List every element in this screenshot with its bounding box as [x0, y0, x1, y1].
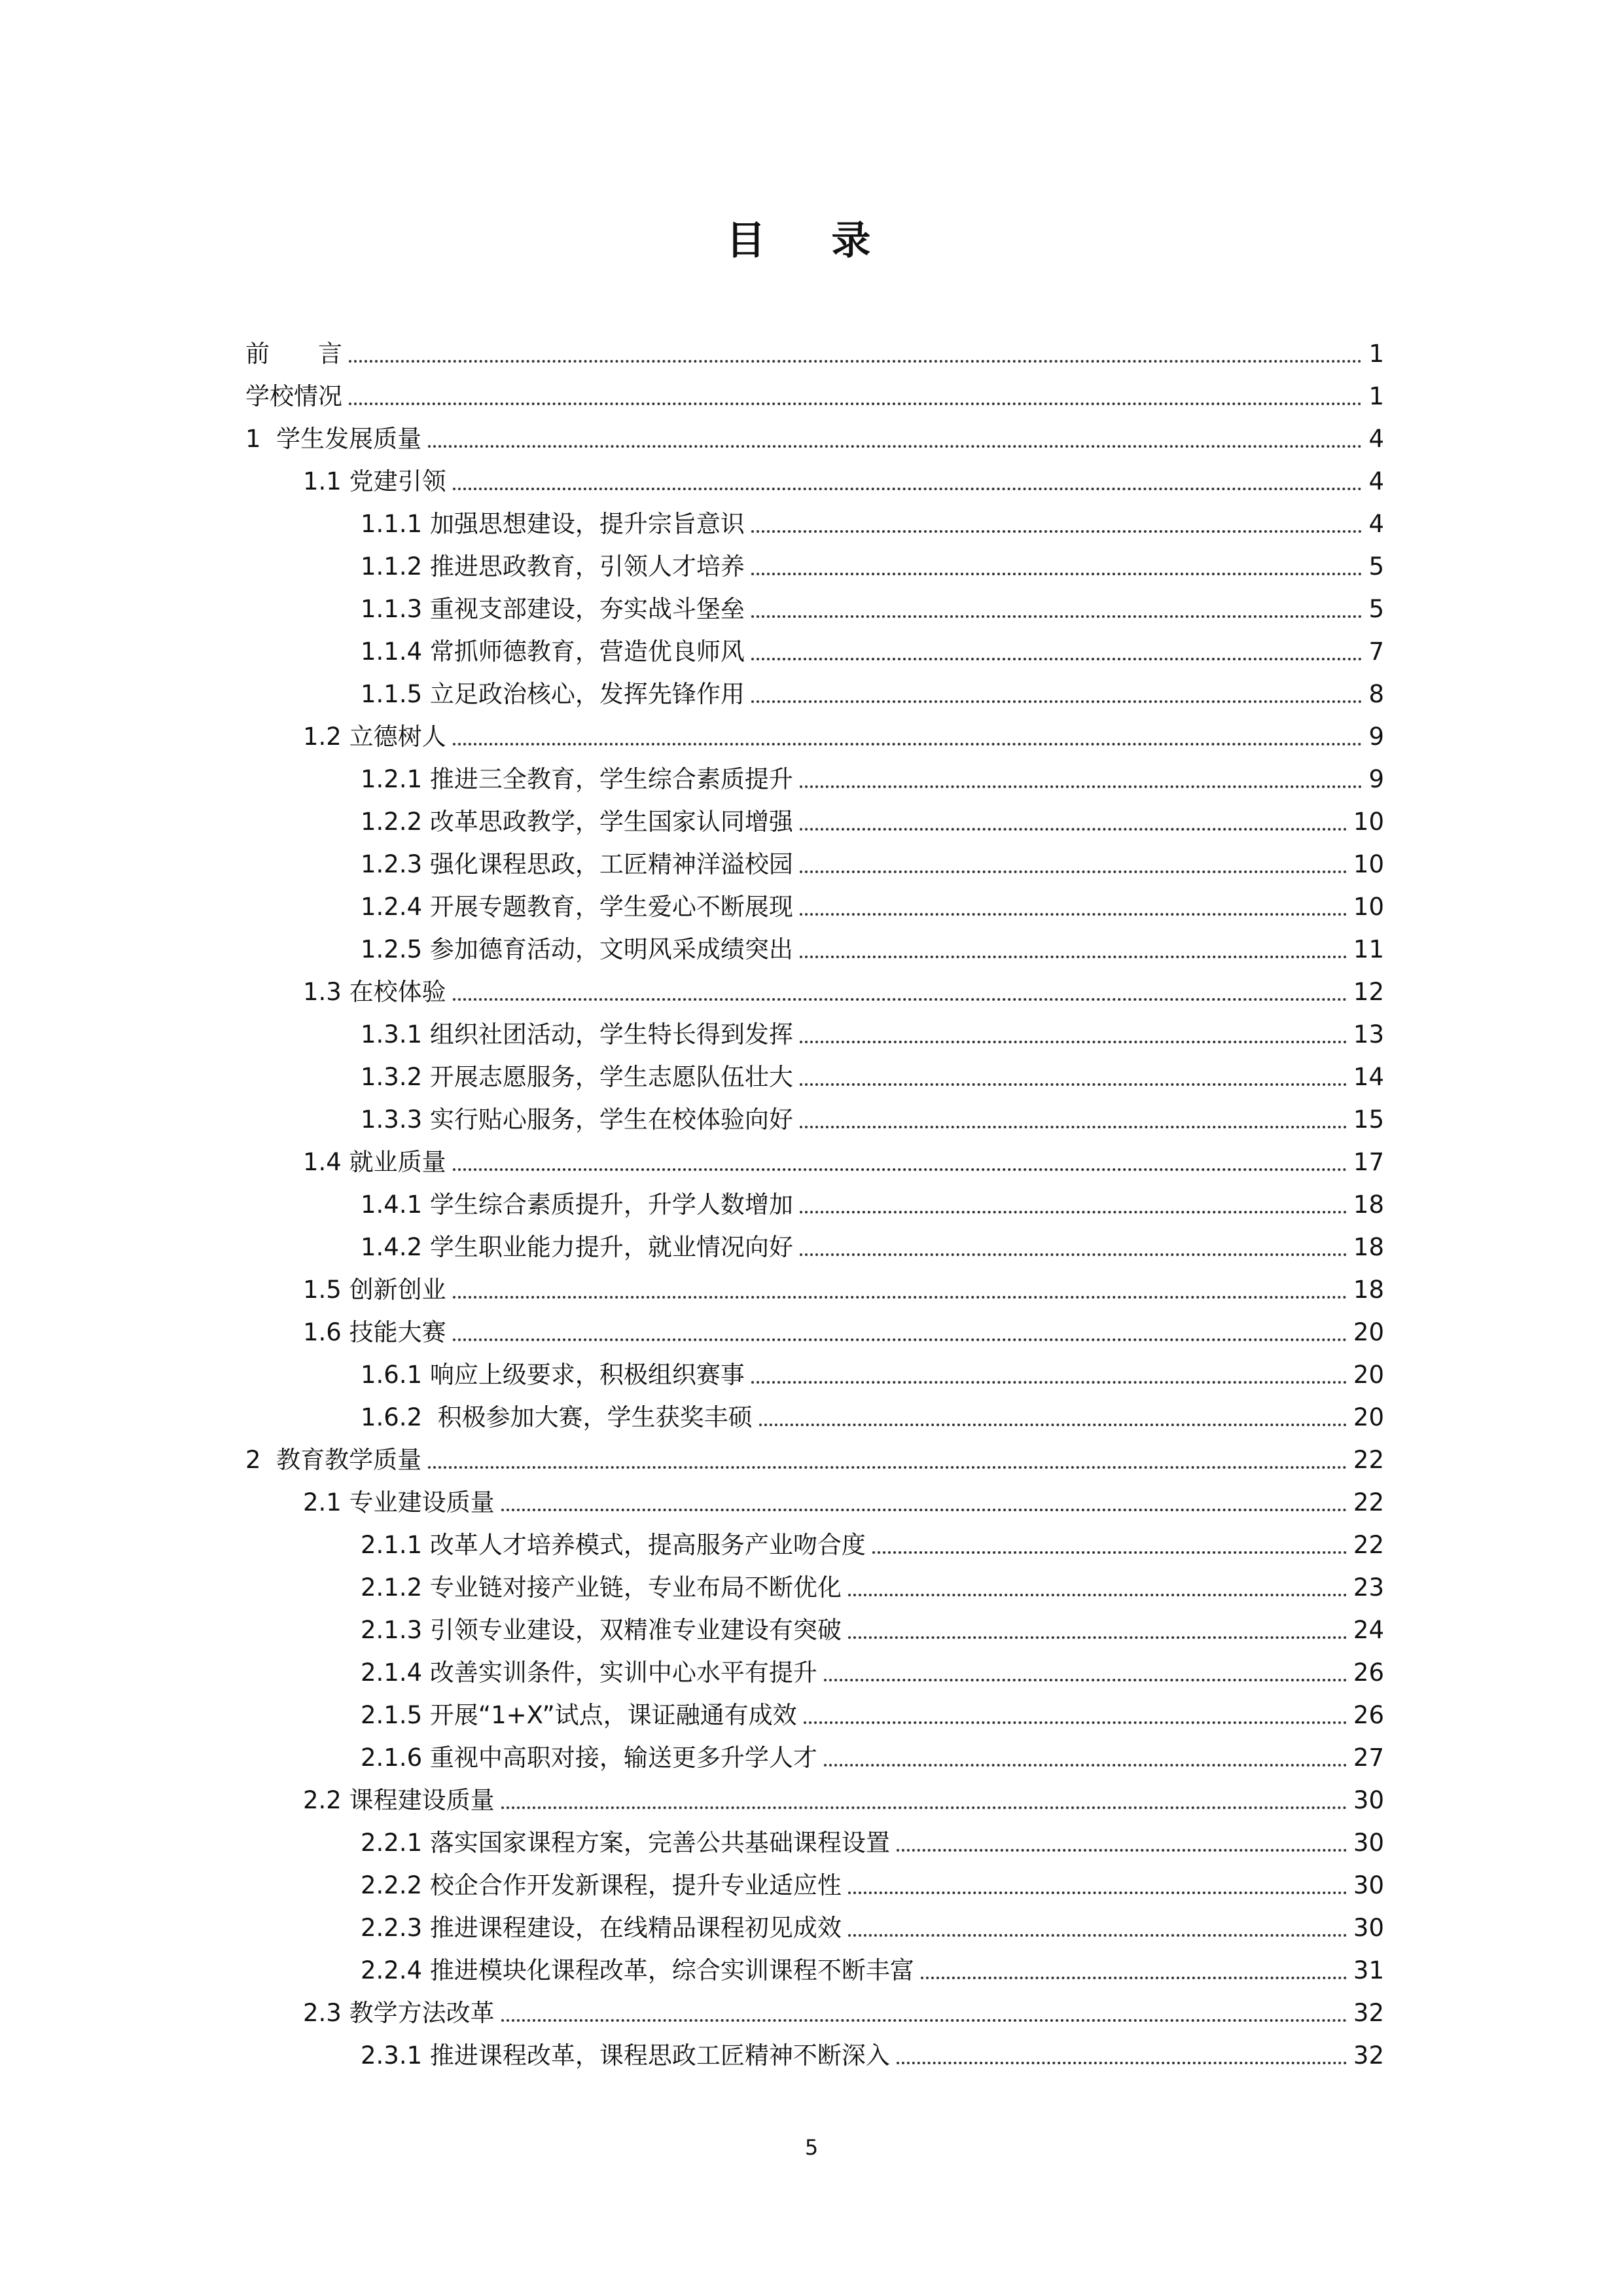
- toc-entry[interactable]: [245, 1687, 1384, 1730]
- toc-entry[interactable]: [245, 1390, 1384, 1432]
- toc-entry[interactable]: [245, 539, 1384, 581]
- dot-leader: [800, 1041, 1347, 1043]
- toc-entry[interactable]: [245, 1943, 1384, 1985]
- table-of-contents: [245, 326, 1384, 2070]
- toc-entry-page: 30: [1353, 1871, 1384, 1900]
- toc-entry-page: 26: [1353, 1701, 1384, 1730]
- toc-entry-label: 2.1.4 改善实训条件，实训中心水平有提升: [361, 1659, 817, 1687]
- toc-entry-label: 1.1.1 加强思想建设，提升宗旨意识: [361, 510, 745, 539]
- toc-entry-page: 30: [1353, 1914, 1384, 1943]
- toc-entry[interactable]: [245, 1645, 1384, 1687]
- toc-entry-page: 10: [1353, 850, 1384, 879]
- toc-entry[interactable]: [245, 1049, 1384, 1092]
- toc-entry[interactable]: [245, 581, 1384, 624]
- toc-entry[interactable]: [245, 1347, 1384, 1390]
- toc-entry[interactable]: [245, 964, 1384, 1007]
- toc-entry-label: 2.2 课程建设质量: [303, 1786, 495, 1815]
- toc-entry-label: 1.1.5 立足政治核心，发挥先锋作用: [361, 680, 745, 709]
- toc-entry-label: 1.4.1 学生综合素质提升，升学人数增加: [361, 1191, 793, 1219]
- toc-entry-label: 1.5 创新创业: [303, 1276, 446, 1304]
- toc-entry-page: 20: [1353, 1403, 1384, 1432]
- toc-entry-page: 27: [1353, 1744, 1384, 1772]
- dot-leader: [501, 1509, 1347, 1511]
- toc-entry-page: 31: [1353, 1956, 1384, 1985]
- dot-leader: [453, 1338, 1347, 1341]
- toc-entry-label: 1.3.2 开展志愿服务，学生志愿队伍壮大: [361, 1063, 793, 1092]
- toc-entry[interactable]: [245, 1857, 1384, 1900]
- toc-entry[interactable]: [245, 1432, 1384, 1475]
- toc-entry-label: 1.1 党建引领: [303, 467, 446, 496]
- dot-leader: [751, 530, 1363, 533]
- toc-entry[interactable]: [245, 624, 1384, 666]
- toc-entry-label: 2.1 专业建设质量: [303, 1488, 495, 1517]
- toc-entry-page: 22: [1353, 1488, 1384, 1517]
- toc-entry-page: 32: [1353, 1999, 1384, 2028]
- toc-entry-label: 2.1.5 开展“1+X”试点，课证融通有成效: [361, 1701, 797, 1730]
- toc-entry-page: 10: [1353, 893, 1384, 922]
- toc-entry-page: 9: [1368, 723, 1384, 751]
- dot-leader: [800, 870, 1347, 873]
- dot-leader: [921, 1977, 1347, 1979]
- toc-entry-label: 2.2.1 落实国家课程方案，完善公共基础课程设置: [361, 1829, 890, 1857]
- toc-entry-page: 22: [1353, 1531, 1384, 1560]
- dot-leader: [800, 1253, 1347, 1256]
- toc-entry-label: 1.3.1 组织社团活动，学生特长得到发挥: [361, 1020, 793, 1049]
- toc-entry[interactable]: [245, 1560, 1384, 1602]
- toc-entry[interactable]: [245, 922, 1384, 964]
- dot-leader: [751, 700, 1363, 703]
- toc-entry-label: 1.2.3 强化课程思政，工匠精神洋溢校园: [361, 850, 793, 879]
- toc-entry[interactable]: [245, 368, 1384, 411]
- toc-entry[interactable]: [245, 1815, 1384, 1857]
- dot-leader: [751, 658, 1363, 660]
- dot-leader: [800, 785, 1363, 788]
- toc-entry-label: 2.3.1 推进课程改革，课程思政工匠精神不断深入: [361, 2041, 890, 2070]
- toc-entry-page: 23: [1353, 1573, 1384, 1602]
- dot-leader: [453, 1296, 1347, 1299]
- dot-leader: [800, 1211, 1347, 1213]
- toc-entry-page: 8: [1368, 680, 1384, 709]
- toc-entry[interactable]: [245, 879, 1384, 922]
- toc-entry-page: 30: [1353, 1829, 1384, 1857]
- dot-leader: [848, 1892, 1347, 1894]
- dot-leader: [751, 615, 1363, 618]
- toc-entry-page: 12: [1353, 978, 1384, 1007]
- toc-entry[interactable]: [245, 454, 1384, 496]
- toc-entry[interactable]: [245, 1007, 1384, 1049]
- toc-entry-page: 5: [1368, 552, 1384, 581]
- toc-entry-label: 2.2.4 推进模块化课程改革，综合实训课程不断丰富: [361, 1956, 914, 1985]
- toc-entry-label: 1.2.4 开展专题教育，学生爱心不断展现: [361, 893, 793, 922]
- toc-entry-page: 17: [1353, 1148, 1384, 1177]
- toc-entry[interactable]: [245, 1092, 1384, 1134]
- toc-entry-page: 18: [1353, 1233, 1384, 1262]
- toc-entry-page: 20: [1353, 1318, 1384, 1347]
- dot-leader: [751, 573, 1363, 575]
- dot-leader: [800, 828, 1347, 831]
- toc-entry[interactable]: [245, 836, 1384, 879]
- dot-leader: [800, 1126, 1347, 1128]
- dot-leader: [848, 1934, 1347, 1937]
- toc-entry-page: 32: [1353, 2041, 1384, 2070]
- toc-entry-label: 2.1.3 引领专业建设，双精准专业建设有突破: [361, 1616, 842, 1645]
- toc-entry-label: 1.6.2 积极参加大赛，学生获奖丰硕: [361, 1403, 753, 1432]
- dot-leader: [848, 1636, 1347, 1639]
- toc-entry-label: 1.1.4 常抓师德教育，营造优良师风: [361, 637, 745, 666]
- toc-entry-label: 1.6 技能大赛: [303, 1318, 446, 1347]
- toc-entry-label: 1.2.1 推进三全教育，学生综合素质提升: [361, 765, 793, 794]
- toc-entry[interactable]: [245, 326, 1384, 368]
- dot-leader: [824, 1679, 1347, 1681]
- toc-entry-label: 1.3.3 实行贴心服务，学生在校体验向好: [361, 1105, 793, 1134]
- dot-leader: [897, 2062, 1347, 2064]
- toc-entry[interactable]: [245, 1304, 1384, 1347]
- dot-leader: [751, 1381, 1347, 1384]
- dot-leader: [428, 1466, 1347, 1469]
- toc-entry-label: 1.1.2 推进思政教育，引领人才培养: [361, 552, 745, 581]
- toc-entry[interactable]: [245, 1900, 1384, 1943]
- toc-entry[interactable]: [245, 666, 1384, 709]
- toc-entry-label: 学校情况: [245, 382, 342, 411]
- toc-entry-page: 9: [1368, 765, 1384, 794]
- toc-entry-page: 10: [1353, 808, 1384, 836]
- toc-entry-page: 18: [1353, 1191, 1384, 1219]
- toc-entry-label: 2.1.2 专业链对接产业链，专业布局不断优化: [361, 1573, 842, 1602]
- toc-entry[interactable]: [245, 1219, 1384, 1262]
- toc-entry-page: 18: [1353, 1276, 1384, 1304]
- toc-entry-page: 30: [1353, 1786, 1384, 1815]
- toc-entry-page: 13: [1353, 1020, 1384, 1049]
- toc-entry[interactable]: [245, 1475, 1384, 1517]
- toc-entry-label: 2.1.1 改革人才培养模式，提高服务产业吻合度: [361, 1531, 866, 1560]
- toc-entry-label: 1.2 立德树人: [303, 723, 446, 751]
- dot-leader: [453, 743, 1363, 745]
- toc-entry[interactable]: [245, 1985, 1384, 2028]
- toc-entry-page: 4: [1368, 510, 1384, 539]
- dot-leader: [453, 998, 1347, 1001]
- toc-entry-page: 14: [1353, 1063, 1384, 1092]
- toc-entry-page: 1: [1368, 340, 1384, 368]
- toc-entry-page: 24: [1353, 1616, 1384, 1645]
- toc-entry-page: 7: [1368, 637, 1384, 666]
- toc-entry-label: 1 学生发展质量: [245, 425, 422, 454]
- toc-entry-page: 22: [1353, 1446, 1384, 1475]
- dot-leader: [428, 445, 1362, 448]
- dot-leader: [453, 1168, 1347, 1171]
- dot-leader: [897, 1849, 1347, 1852]
- toc-entry-page: 26: [1353, 1659, 1384, 1687]
- toc-entry-label: 2.3 教学方法改革: [303, 1999, 495, 2028]
- dot-leader: [872, 1551, 1347, 1554]
- toc-entry-label: 1.3 在校体验: [303, 978, 446, 1007]
- toc-entry-label: 1.6.1 响应上级要求，积极组织赛事: [361, 1361, 745, 1390]
- toc-entry-page: 5: [1368, 595, 1384, 624]
- toc-entry-page: 4: [1368, 467, 1384, 496]
- toc-entry[interactable]: [245, 1262, 1384, 1304]
- toc-entry[interactable]: [245, 2028, 1384, 2070]
- toc-entry[interactable]: [245, 1602, 1384, 1645]
- dot-leader: [800, 913, 1347, 916]
- dot-leader: [453, 488, 1363, 490]
- dot-leader: [759, 1424, 1347, 1426]
- dot-leader: [349, 360, 1362, 363]
- toc-entry[interactable]: [245, 1772, 1384, 1815]
- toc-entry[interactable]: [245, 1177, 1384, 1219]
- toc-entry[interactable]: [245, 1134, 1384, 1177]
- dot-leader: [501, 1806, 1347, 1809]
- toc-entry[interactable]: [245, 1730, 1384, 1772]
- page-title: 目 录: [726, 218, 897, 264]
- dot-leader: [800, 1083, 1347, 1086]
- toc-entry-page: 20: [1353, 1361, 1384, 1390]
- toc-entry-label: 1.1.3 重视支部建设，夯实战斗堡垒: [361, 595, 745, 624]
- dot-leader: [800, 956, 1347, 958]
- dot-leader: [848, 1594, 1347, 1596]
- toc-entry-label: 1.2.5 参加德育活动，文明风采成绩突出: [361, 935, 793, 964]
- toc-entry-label: 2.1.6 重视中高职对接，输送更多升学人才: [361, 1744, 817, 1772]
- toc-entry[interactable]: [245, 1517, 1384, 1560]
- dot-leader: [804, 1721, 1347, 1724]
- toc-entry-label: 2.2.2 校企合作开发新课程，提升专业适应性: [361, 1871, 842, 1900]
- toc-entry[interactable]: [245, 411, 1384, 454]
- toc-entry-label: 1.2.2 改革思政教学，学生国家认同增强: [361, 808, 793, 836]
- toc-entry[interactable]: [245, 496, 1384, 539]
- toc-entry-page: 11: [1353, 935, 1384, 964]
- dot-leader: [501, 2019, 1347, 2022]
- toc-entry-page: 4: [1368, 425, 1384, 454]
- dot-leader: [824, 1764, 1347, 1767]
- toc-entry[interactable]: [245, 709, 1384, 751]
- toc-entry[interactable]: [245, 751, 1384, 794]
- toc-entry-label: 2 教育教学质量: [245, 1446, 422, 1475]
- toc-entry-page: 15: [1353, 1105, 1384, 1134]
- toc-entry-label: 1.4 就业质量: [303, 1148, 446, 1177]
- toc-entry[interactable]: [245, 794, 1384, 836]
- toc-entry-label: 2.2.3 推进课程建设，在线精品课程初见成效: [361, 1914, 842, 1943]
- toc-entry-label: 1.4.2 学生职业能力提升，就业情况向好: [361, 1233, 793, 1262]
- toc-entry-page: 1: [1368, 382, 1384, 411]
- page-number: 5: [804, 2135, 819, 2160]
- dot-leader: [349, 403, 1362, 405]
- toc-entry-label: 前 言: [245, 340, 342, 368]
